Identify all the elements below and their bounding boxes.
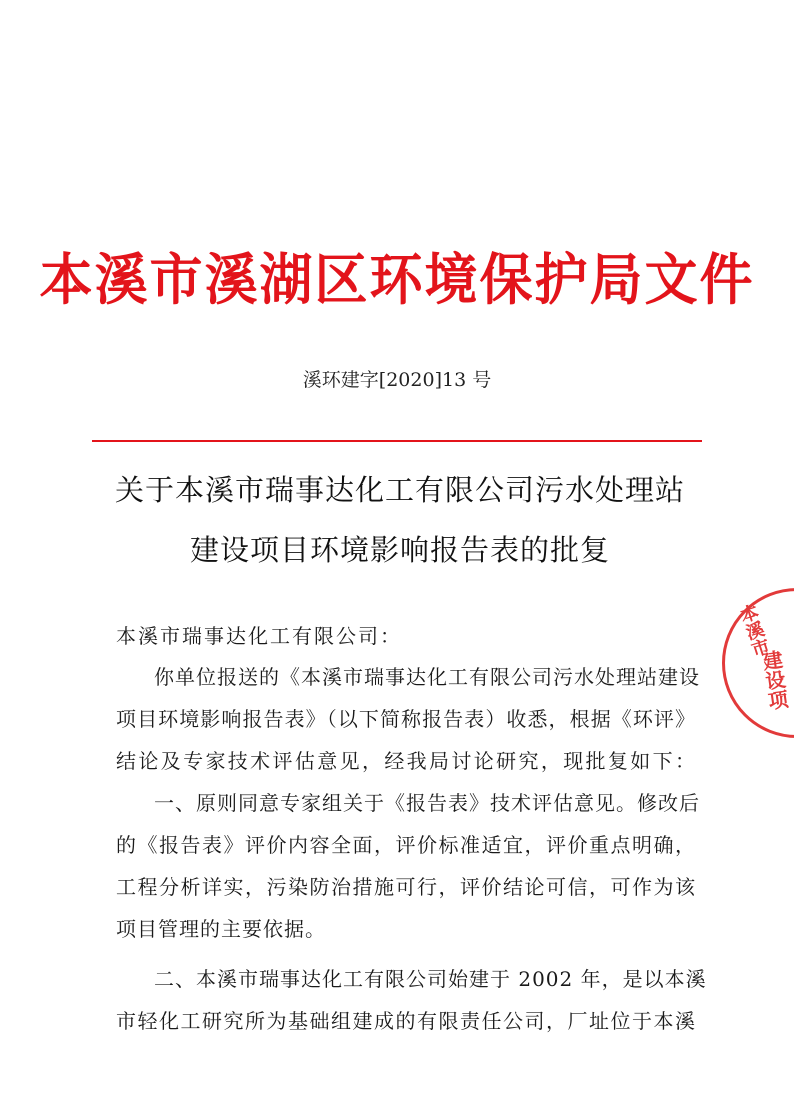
paragraph-2-line-3: 工程分析详实，污染防治措施可行，评价结论可信，可作为该 <box>116 875 696 899</box>
subject-line-1: 关于本溪市瑞事达化工有限公司污水处理站 <box>114 473 685 507</box>
paragraph-1-line-3: 结论及专家技术评估意见，经我局讨论研究，现批复如下： <box>116 749 696 773</box>
paragraph-1-line-2: 项目环境影响报告表》（以下简称报告表）收悉，根据《环评》 <box>116 707 696 731</box>
paragraph-3-line-1: 二、本溪市瑞事达化工有限公司始建于 2002 年，是以本溪 <box>154 967 707 991</box>
seal-text-top: 本溪市 <box>735 601 772 660</box>
document-header-title: 本溪市溪湖区环境保护局文件 <box>39 248 755 313</box>
paragraph-3-line-2: 市轻化工研究所为基础组建成的有限责任公司，厂址位于本溪 <box>116 1009 696 1033</box>
seal-text-mid: 建设项 <box>757 648 791 712</box>
paragraph-2-line-2: 的《报告表》评价内容全面，评价标准适宜，评价重点明确， <box>116 833 696 857</box>
paragraph-1-line-1: 你单位报送的《本溪市瑞事达化工有限公司污水处理站建设 <box>154 665 700 689</box>
red-divider-line <box>92 440 702 442</box>
paragraph-2-line-4: 项目管理的主要依据。 <box>116 917 326 941</box>
paragraph-2-line-1: 一、原则同意专家组关于《报告表》技术评估意见。修改后 <box>154 791 700 815</box>
addressee: 本溪市瑞事达化工有限公司： <box>116 624 402 648</box>
subject-line-2: 建设项目环境影响报告表的批复 <box>189 533 610 567</box>
document-number: 溪环建字[2020]13 号 <box>302 369 492 391</box>
